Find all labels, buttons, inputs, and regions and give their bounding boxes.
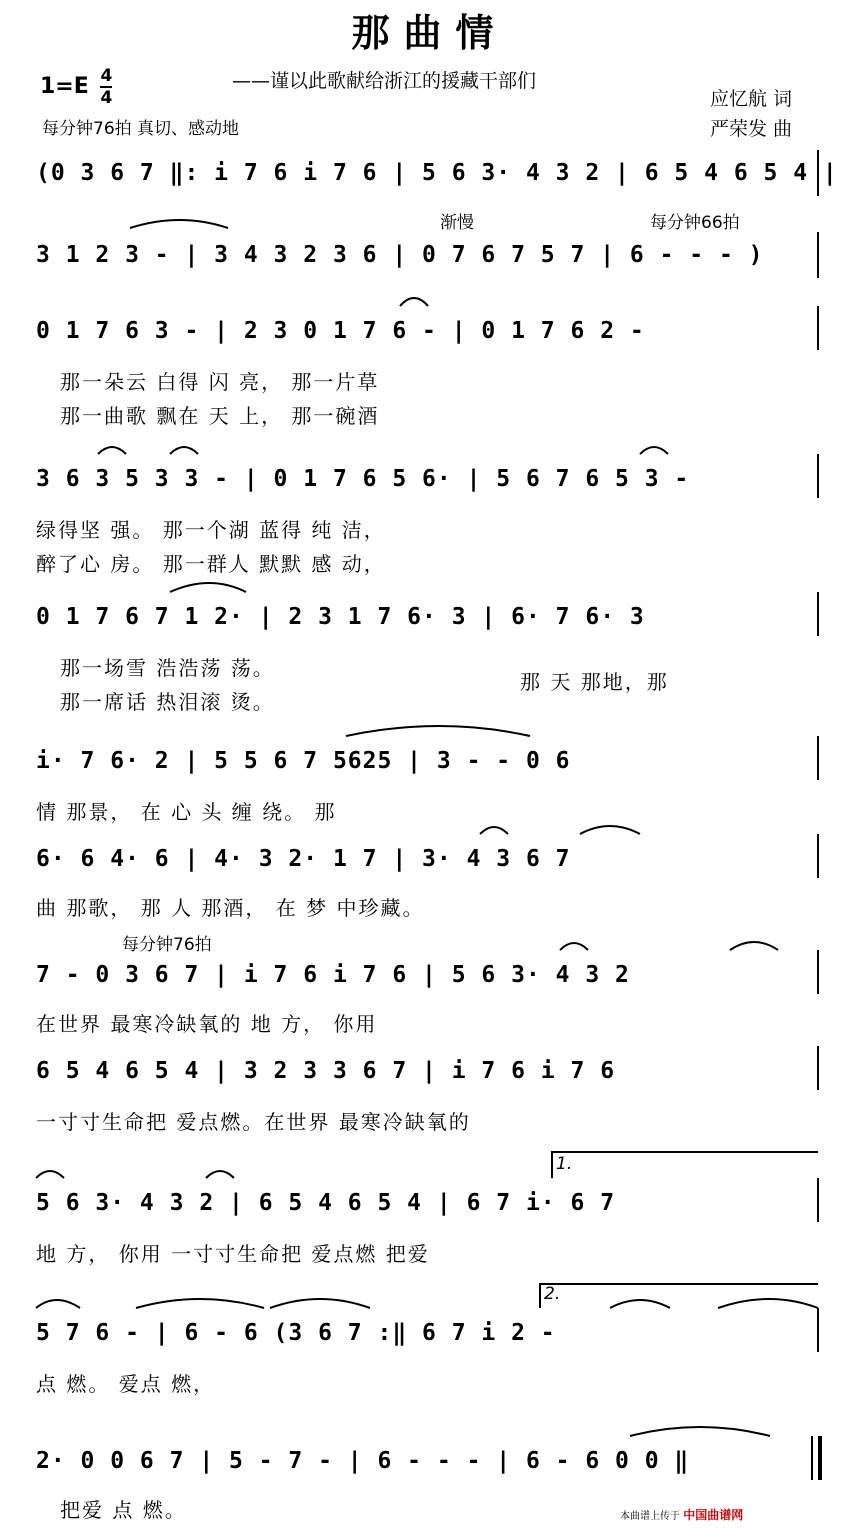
composer: 严荣发 曲 — [710, 118, 793, 140]
system-5-notes: 0 1 7 6 7 1 2· | 2 3 1 7 6· 3 | 6· 7 6· 3 — [36, 604, 645, 630]
system-9-lyrics: 一寸寸生命把 爱点燃。在世界 最寒冷缺氧的 — [36, 1110, 471, 1134]
tie — [718, 1299, 818, 1308]
source-watermark — [620, 1506, 743, 1523]
first-ending-label: 1. — [556, 1154, 573, 1174]
tie — [36, 1171, 64, 1178]
meter-top: 4 — [100, 66, 113, 86]
lyricist: 应忆航 词 — [710, 88, 793, 110]
tie — [580, 826, 640, 834]
system-8-lyrics: 在世界 最寒冷缺氧的 地 方， 你用 — [36, 1012, 378, 1036]
tie — [346, 726, 530, 736]
tie — [36, 1300, 80, 1308]
system-10-lyrics: 地 方， 你用 一寸寸生命把 爱点燃 把爱 — [36, 1242, 430, 1266]
tie — [136, 1299, 264, 1308]
tie — [400, 298, 428, 306]
system-12-lyrics: 把爱 点 燃。 — [60, 1498, 187, 1522]
system-8-notes: 7 - 0 3 6 7 | i 7 6 i 7 6 | 5 6 3· 4 3 2 — [36, 962, 630, 988]
page-title: 那曲情 — [351, 11, 508, 55]
tie — [206, 1171, 234, 1178]
system-4-notes: 3 6 3 5 3 3 - | 0 1 7 6 5 6· | 5 6 7 6 5 3 - — [36, 466, 690, 492]
system-7-notes: 6· 6 4· 6 | 4· 3 2· 1 7 | 3· 4 3 6 7 — [36, 846, 571, 872]
meter-bottom: 4 — [100, 88, 113, 108]
site-name: 中国曲谱网 — [683, 1508, 744, 1522]
tie — [98, 447, 126, 454]
system-3-lyrics-2: 那一曲歌 飘在 天 上， 那一碗酒 — [60, 404, 380, 428]
system-10-notes: 5 6 3· 4 3 2 | 6 5 4 6 5 4 | 6 7 i· 6 7 — [36, 1190, 616, 1216]
tempo-76-annotation: 每分钟76拍 — [122, 935, 212, 955]
tie — [640, 447, 668, 454]
system-11-lyrics: 点 燃。 爱点 燃， — [36, 1372, 216, 1396]
tie — [270, 1299, 370, 1308]
system-11-notes: 5 7 6 - | 6 - 6 (3 6 7 :‖ 6 7 i 2 - — [36, 1320, 556, 1346]
tie — [130, 220, 228, 228]
system-3-notes: 0 1 7 6 3 - | 2 3 0 1 7 6 - | 0 1 7 6 2 - — [36, 318, 645, 344]
tie — [480, 827, 508, 834]
system-6-lyrics: 情 那景， 在 心 头 缠 绕。 那 — [36, 800, 337, 824]
tie — [560, 943, 588, 950]
system-9-notes: 6 5 4 6 5 4 | 3 2 3 3 6 7 | i 7 6 i 7 6 — [36, 1058, 616, 1084]
second-ending-label: 2. — [544, 1284, 561, 1304]
system-4-lyrics-2: 醉了心 房。 那一群人 默默 感 动， — [36, 552, 386, 576]
system-2-notes: 3 1 2 3 - | 3 4 3 2 3 6 | 0 7 6 7 5 7 | 6 - - - ) — [36, 242, 764, 268]
uploaded-label: 本曲谱上传于 — [620, 1511, 680, 1522]
system-4-lyrics-1: 绿得坚 强。 那一个湖 蓝得 纯 洁， — [36, 518, 386, 542]
system-12-notes: 2· 0 0 6 7 | 5 - 7 - | 6 - - - | 6 - 6 0 0 ‖ — [36, 1448, 690, 1474]
slowing-annotation: 渐慢 — [440, 213, 474, 233]
tie — [730, 942, 778, 950]
tempo-66-annotation: 每分钟66拍 — [650, 213, 740, 233]
system-7-lyrics: 曲 那歌， 那 人 那酒， 在 梦 中珍藏。 — [36, 896, 425, 920]
system-5-lyrics-1: 那一场雪 浩浩荡 荡。 — [60, 656, 275, 680]
tie — [630, 1427, 770, 1436]
system-3-lyrics-1: 那一朵云 白得 闪 亮， 那一片草 — [60, 370, 380, 394]
system-1-notes: (0 3 6 7 ‖: i 7 6 i 7 6 | 5 6 3· 4 3 2 | 6 5 4 6 5 4 | — [36, 160, 838, 186]
tempo-marking: 每分钟76拍 真切、感动地 — [42, 119, 240, 139]
dedication: ——谨以此歌献给浙江的援藏干部们 — [232, 70, 537, 92]
side-lyric: 那 天 那地，那 — [520, 670, 669, 694]
tie — [170, 583, 246, 592]
second-ending-bracket — [540, 1284, 818, 1308]
tie — [170, 447, 198, 454]
key-label: 1=E — [40, 74, 89, 99]
first-ending-bracket — [552, 1152, 818, 1178]
system-6-notes: i· 7 6· 2 | 5 5 6 7 5625 | 3 - - 0 6 — [36, 748, 571, 774]
system-5-lyrics-2: 那一席话 热泪滚 烫。 — [60, 690, 275, 714]
tie — [610, 1300, 670, 1308]
